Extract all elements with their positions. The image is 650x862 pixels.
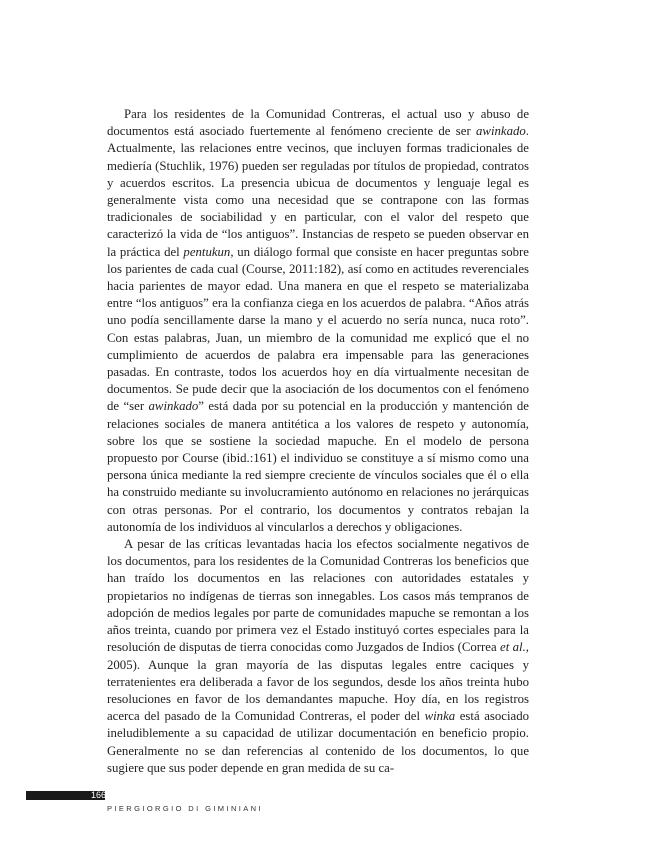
italic-term: et al.: [500, 640, 526, 655]
running-footer-author: PIERGIORGIO DI GIMINIANI: [107, 804, 263, 813]
italic-term: winka: [424, 709, 456, 724]
body-text: [107, 106, 529, 777]
text-run: , un diálogo formal que consiste en hacer preguntas sobre los parientes de cada cual (Course, 2011:182), así como en actitudes reverenciales hacia parientes de mayor edad. Una manera en que el respeto se materializaba entre “los antiguos” era la confianza ciega en los acuerdos de palabra. “Años atrás uno podía sencillamente darse la mano y el acuerdo no sería nunca, nuca roto”. Con estas palabras, Juan, un miembro de la comunidad me explicó que el no cumplimiento de acuerdos de palabra era impensable para las generaciones pasadas. En contraste, todos los acuerdos hoy en día virtualmente necesitan de documentos. Se pude decir que la asociación de los documentos con el fenómeno de “ser: [107, 244, 529, 414]
italic-term: pentukun: [183, 244, 231, 259]
text-run: , 2005). Aunque la gran mayoría de las disputas legales entre caciques y terratenientes era deliberada a favor de los segundos, desde los años treinta hubo resoluciones en favor de los demandantes mapuche. Hoy día, en los registros acerca del pasado de la Comunidad Contreras, el poder del: [107, 640, 529, 724]
text-run: ” está dada por su potencial en la producción y mantención de relaciones sociales de manera antitética a los valores de respeto y autonomía, sobre los que se sostiene la sociedad mapuche. En el modelo de persona propuesto por Course (ibid.:161) el individuo se constituye a sí mismo como una persona única mediante la red siempre creciente de vínculos sociales que él o ella ha construido mediante su involucramiento autónomo en relaciones no jerárquicas con otras personas. Por el contrario, los documentos y contratos rebajan la autonomía de los individuos al vincularlos a derechos y obligaciones.: [107, 399, 529, 534]
text-run: Para los residentes de la Comunidad Contreras, el actual uso y abuso de documentos está asociado fuertemente al fenómeno creciente de ser: [107, 107, 529, 139]
text-run: A pesar de las críticas levantadas hacia los efectos socialmente negativos de los documentos, para los residentes de la Comunidad Contreras los beneficios que han traído los documentos en las relaciones con autoridades estatales y propietarios no indígenas de tierras son innegables. Los casos más tempranos de adopción de medios legales por parte de comunidades mapuche se remontan a los años treinta, cuando por primera vez el Estado instituyó cortes especiales para la resolución de disputas de tierra conocidas como Juzgados de Indios (Correa: [107, 537, 529, 655]
paragraph-1: [107, 106, 529, 536]
italic-term: awinkado: [148, 399, 199, 414]
page-number: 166: [90, 790, 106, 800]
text-run: . Actualmente, las relaciones entre vecinos, que incluyen formas tradicionales de mediería (Stuchlik, 1976) pueden ser reguladas por títulos de propiedad, contratos y acuerdos escritos. La presencia ubicua de documentos y lenguaje legal es generalmente vista como una necesidad que se contrapone con las formas tradicionales de sociabilidad y en particular, con el valor del respeto que caracterizó la vida de “los antiguos”. Instancias de respeto se pueden observar en la práctica del: [107, 124, 529, 259]
paragraph-2: [107, 536, 529, 777]
text-run: está asociado ineludiblemente a su capacidad de utilizar documentación en beneficio propio. Generalmente no se dan referencias al contenido de los documentos, lo que sugiere que sus poder depende en gran medida de su ca-: [107, 709, 529, 775]
italic-term: awinkado: [476, 124, 526, 139]
